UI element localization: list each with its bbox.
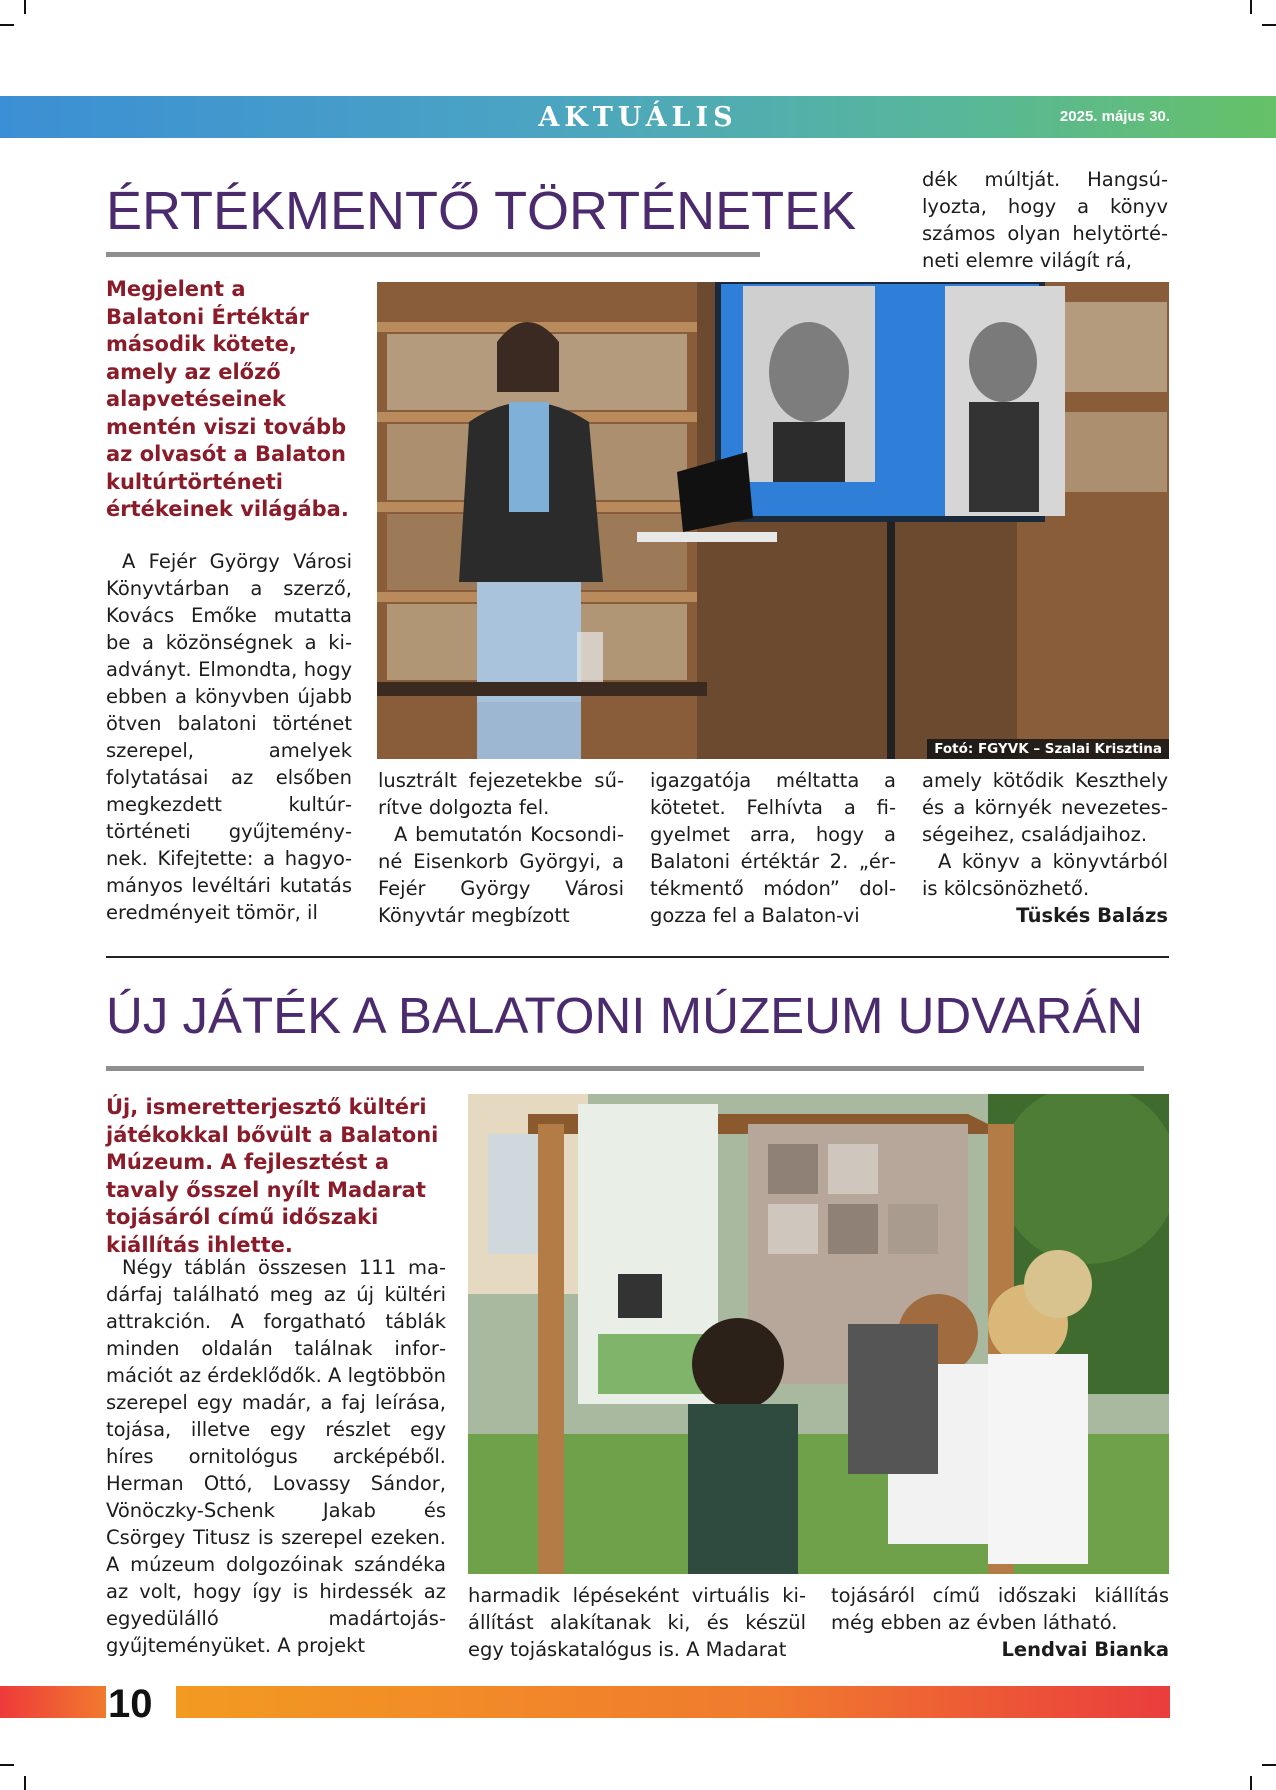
children-at-museum-board-image (468, 1094, 1169, 1574)
article1-photo (377, 282, 1169, 759)
crop-mark (24, 0, 26, 14)
crop-mark (24, 1776, 26, 1790)
article-divider (106, 956, 1169, 958)
footer-band-left (0, 1686, 106, 1718)
article1-col4-top: dék múltját. Hangsúlyozta, hogy a könyv számos olyan helytörténeti elemre világít rá, (922, 168, 1168, 272)
article1-lead: Megjelent a Balatoni Értéktár második kötete, amely az előző alapvetéseinek mentén viszi tovább az olvasót a Balaton kultúrtörténeti értékeinek világába. (106, 277, 349, 521)
article1-col3: igazgatója méltatta a kötetet. Felhívta a figyelmet arra, hogy a Balatoni értéktár 2. „értékmentő módon” dolgozza fel a Balaton-vi (650, 769, 896, 927)
section-title: AKTUÁLIS (538, 102, 738, 133)
article2-col3: tojásáról című időszaki kiállítás még ebben az évben látható. Lendvai Bianka (831, 1584, 1169, 1661)
library-presentation-image (377, 282, 1169, 759)
page-number: 10 (108, 1682, 153, 1726)
article1-author: Tüskés Balázs (1016, 904, 1168, 927)
article2-col1: Négy táblán összesen 111 madárfaj található meg az új kültéri attrakción. A forgatható táblák minden oldalán találnak információt az érdeklődők. A legtöbbön szerepel egy madár, a faj leírása, tojása, illetve egy részlet egy híres ornitológus arcképéből. Herman Ottó, Lovassy Sándor, Vönöczky-Schenk Jakab és Csörgey Titusz is szerepel ezeken. A múzeum dolgozóinak szándéka az volt, hogy így is hirdessék az egyedülálló madártojás-gyűjteményüket. A projekt (106, 1256, 446, 1657)
crop-mark (1262, 24, 1276, 26)
article2-author: Lendvai Bianka (1001, 1638, 1169, 1661)
crop-mark (1250, 0, 1252, 14)
article2-lead: Új, ismeretterjesztő kültéri játékokkal bővült a Balatoni Múzeum. A fejlesztést a tavaly ősszel nyílt Madarat tojásáról című időszaki kiállítás ihlette. (106, 1095, 439, 1257)
article2-photo (468, 1094, 1169, 1574)
crop-mark (1250, 1776, 1252, 1790)
crop-mark (1262, 1764, 1276, 1766)
article1-title-rule (106, 252, 760, 257)
crop-mark (0, 1764, 14, 1766)
article2-title-rule (106, 1066, 1144, 1071)
article2-col2: harmadik lépéseként virtuális kiállítást alakítanak ki, és készül egy tojáskatalógus is. A Madarat (468, 1584, 806, 1661)
article1-col1: A Fejér György Városi Könyvtárban a szerző, Kovács Emőke mutatta be a közönségnek a kiadványt. Elmondta, hogy ebben a könyvben újabb ötven balatoni történet szerepel, amelyek folytatásai az elsőben megkezdett kultúrtörténeti gyűjteménynek. Kifejtette: a hagyományos levéltári kutatás eredményeit tömör, il (106, 550, 352, 924)
footer-band-right (176, 1686, 1170, 1718)
issue-date: 2025. május 30. (1059, 108, 1170, 125)
article1-col4: amely kötődik Keszthely és a környék nevezetességeihez, családjaihoz. A könyv a könyvtárból is kölcsönözhető. Tüskés Balázs (922, 769, 1168, 927)
article2-title: ÚJ JÁTÉK A BALATONI MÚZEUM UDVARÁN (106, 987, 1144, 1044)
article1-col2: lusztrált fejezetekbe sűrítve dolgozta fel. A bemutatón Kocsondiné Eisenkorb Györgyi, a Fejér György Városi Könyvtár megbízott (378, 769, 624, 927)
article1-title: ÉRTÉKMENTŐ TÖRTÉNETEK (106, 181, 857, 241)
crop-mark (0, 24, 14, 26)
photo-credit: Fotó: FGYVK – Szalai Krisztina (927, 739, 1169, 759)
